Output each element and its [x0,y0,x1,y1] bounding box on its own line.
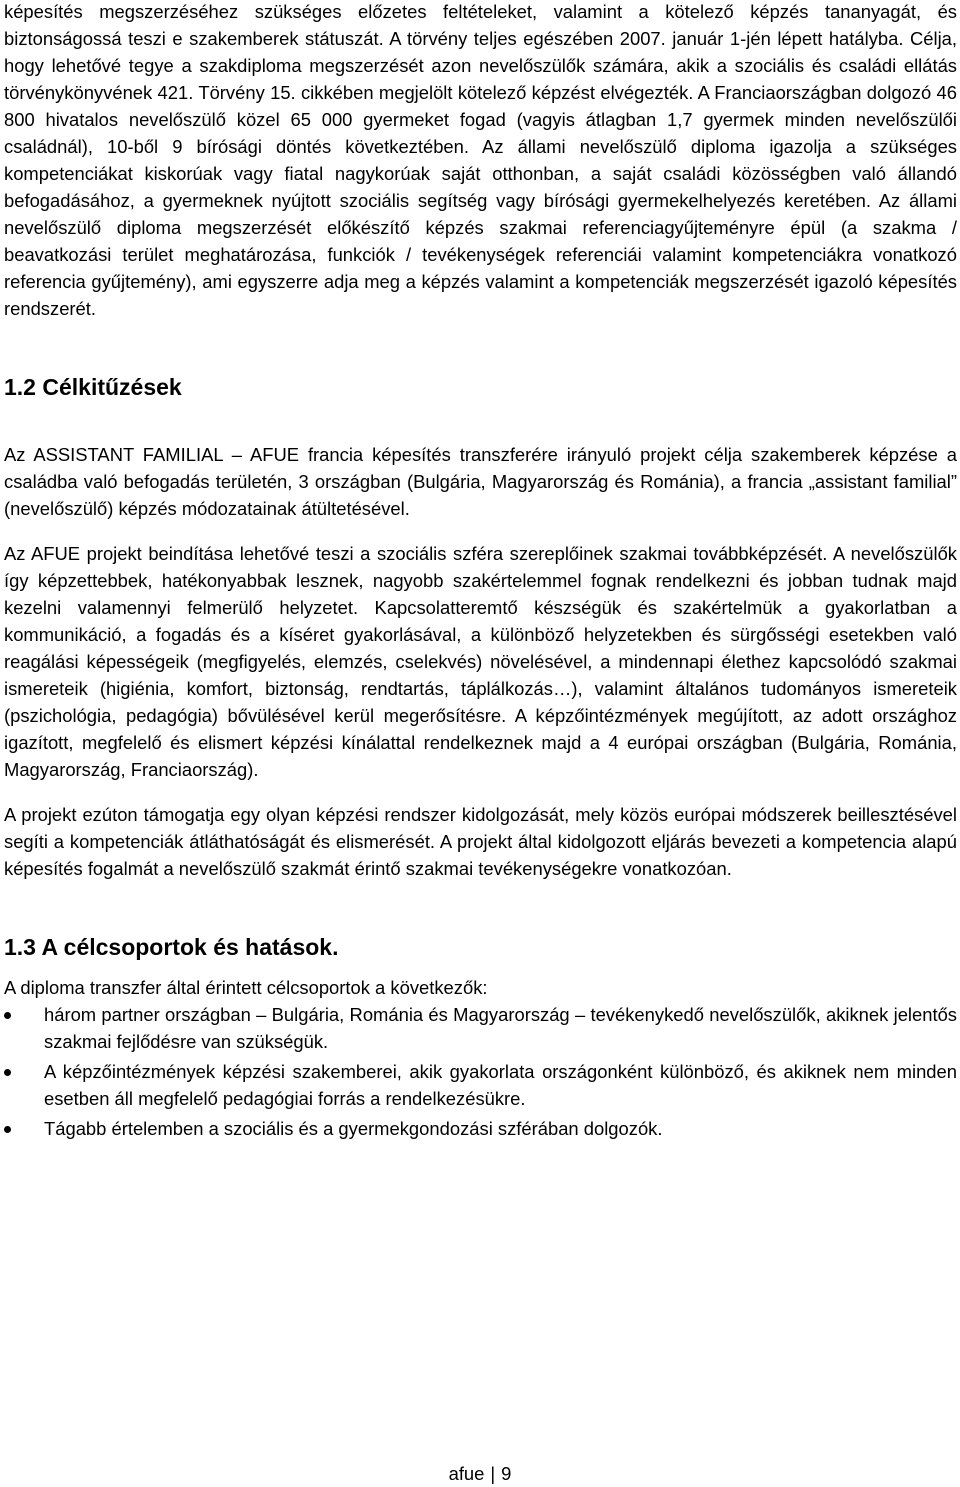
section-1-2-paragraph: A projekt ezúton támogatja egy olyan képzési rendszer kidolgozását, mely közös európai módszerek beillesztésével segíti a kompetenciák átláthatóságát és elismerését. A projekt által kidolgozott eljárás bevezeti a kompetencia alapú képesítés fogalmát a nevelőszülő szakmát érintő szakmai tevékenységekre vonatkozóan. [4,804,957,879]
section-1-2-paragraph: Az ASSISTANT FAMILIAL – AFUE francia képesítés transzferére irányuló projekt célja szakemberek képzése a családba való befogadás területén, 3 országban (Bulgária, Magyarország és Románia), a francia „assistant familial” (nevelőszülő) képzés módozatainak átültetésével. [4,444,957,519]
intro-paragraph: képesítés megszerzéséhez szükséges előzetes feltételeket, valamint a kötelező képzés tananyagát, és biztonságossá teszi e szakemberek státuszát. A törvény teljes egészében 2007. január 1-jén lépett hatályba. Célja, hogy lehetővé tegye a szakdiploma megszerzését azon nevelőszülők számára, akik a szociális és családi ellátás törvénykönyvének 421. Törvény 15. cikkében megjelölt kötelező képzést elvégezték. A Franciaországban dolgozó 46 800 hivatalos nevelőszülő közel 65 000 gyermeket fogad (vagyis átlagban 1,7 gyermek minden nevelőszülői családnál), 10-ből 9 bírósági döntés következtében. Az állami nevelőszülő diploma igazolja a szükséges kompetenciákat kiskorúak vagy fiatal nagykorúak saját otthonban, a saját családi közösségben való állandó befogadásához, a gyermeknek nyújtott szociális segítség vagy bírósági gyermekelhelyezés keretében. Az állami nevelőszülő diploma megszerzését előkészítő képzés szakmai referenciagyűjteményre épül (a szakma / beavatkozási terület meghatározása, funkciók / tevékenységek referenciái valamint kompetenciákra vonatkozó referencia gyűjtemény), ami egyszerre adja meg a képzés valamint a kompetenciák megszerzését igazoló képesítés rendszerét. [4,1,957,319]
page-number: 9 [501,1463,512,1484]
section-heading-1-2: 1.2 Célkitűzések [4,374,182,400]
list-item-text: A képzőintézmények képzési szakemberei, akik gyakorlata országonként különböző, és akiknek nem minden esetben áll megfelelő pedagógiai forrás a rendelkezésükre. [44,1061,957,1109]
section-heading-1-3: 1.3 A célcsoportok és hatások. [4,934,339,960]
list-item [4,1058,957,1112]
document-page [4,0,957,1145]
list-item-text: Tágabb értelemben a szociális és a gyermekgondozási szférában dolgozók. [44,1118,663,1139]
bullet-icon [4,1126,11,1133]
list-item-text: három partner országban – Bulgária, Románia és Magyarország – tevékenykedő nevelőszülők, akiknek jelentős szakmai fejlődésre van szükségük. [44,1004,957,1052]
footer-separator: | [490,1463,496,1484]
footer-label: afue [448,1463,485,1484]
target-groups-intro: A diploma transzfer által érintett célcsoportok a következők: [4,977,488,998]
target-groups-list [4,1001,957,1142]
section-1-2-paragraph: Az AFUE projekt beindítása lehetővé teszi a szociális szféra szereplőinek szakmai továbbképzését. A nevelőszülők így képzettebbek, hatékonyabbak lesznek, nagyobb szakértelemmel fognak rendelkezni és jobban tudnak majd kezelni valamennyi felmerülő helyzetet. Kapcsolatteremtő készségük és szakértelmük a gyakorlatban a kommunikáció, a fogadás és a kíséret gyakorlásával, a különböző helyzetekben és sürgősségi esetekben való reagálási képességeik (megfigyelés, elemzés, cselekvés) növelésével, a mindennapi élethez kapcsolódó szakmai ismereteik (higiénia, komfort, biztonság, rendtartás, táplálkozás…), valamint általános tudományos ismereteik (pszichológia, pedagógia) bővülésével kerül megerősítésre. A képzőintézmények megújított, az adott országhoz igazított, megfelelő és elismert képzési kínálattal rendelkeznek majd a 4 európai országban (Bulgária, Románia, Magyarország, Franciaország). [4,543,957,780]
bullet-icon [4,1069,11,1076]
bullet-icon [4,1012,11,1019]
list-item [4,1115,957,1142]
list-item [4,1001,957,1055]
page-footer [0,1460,960,1487]
